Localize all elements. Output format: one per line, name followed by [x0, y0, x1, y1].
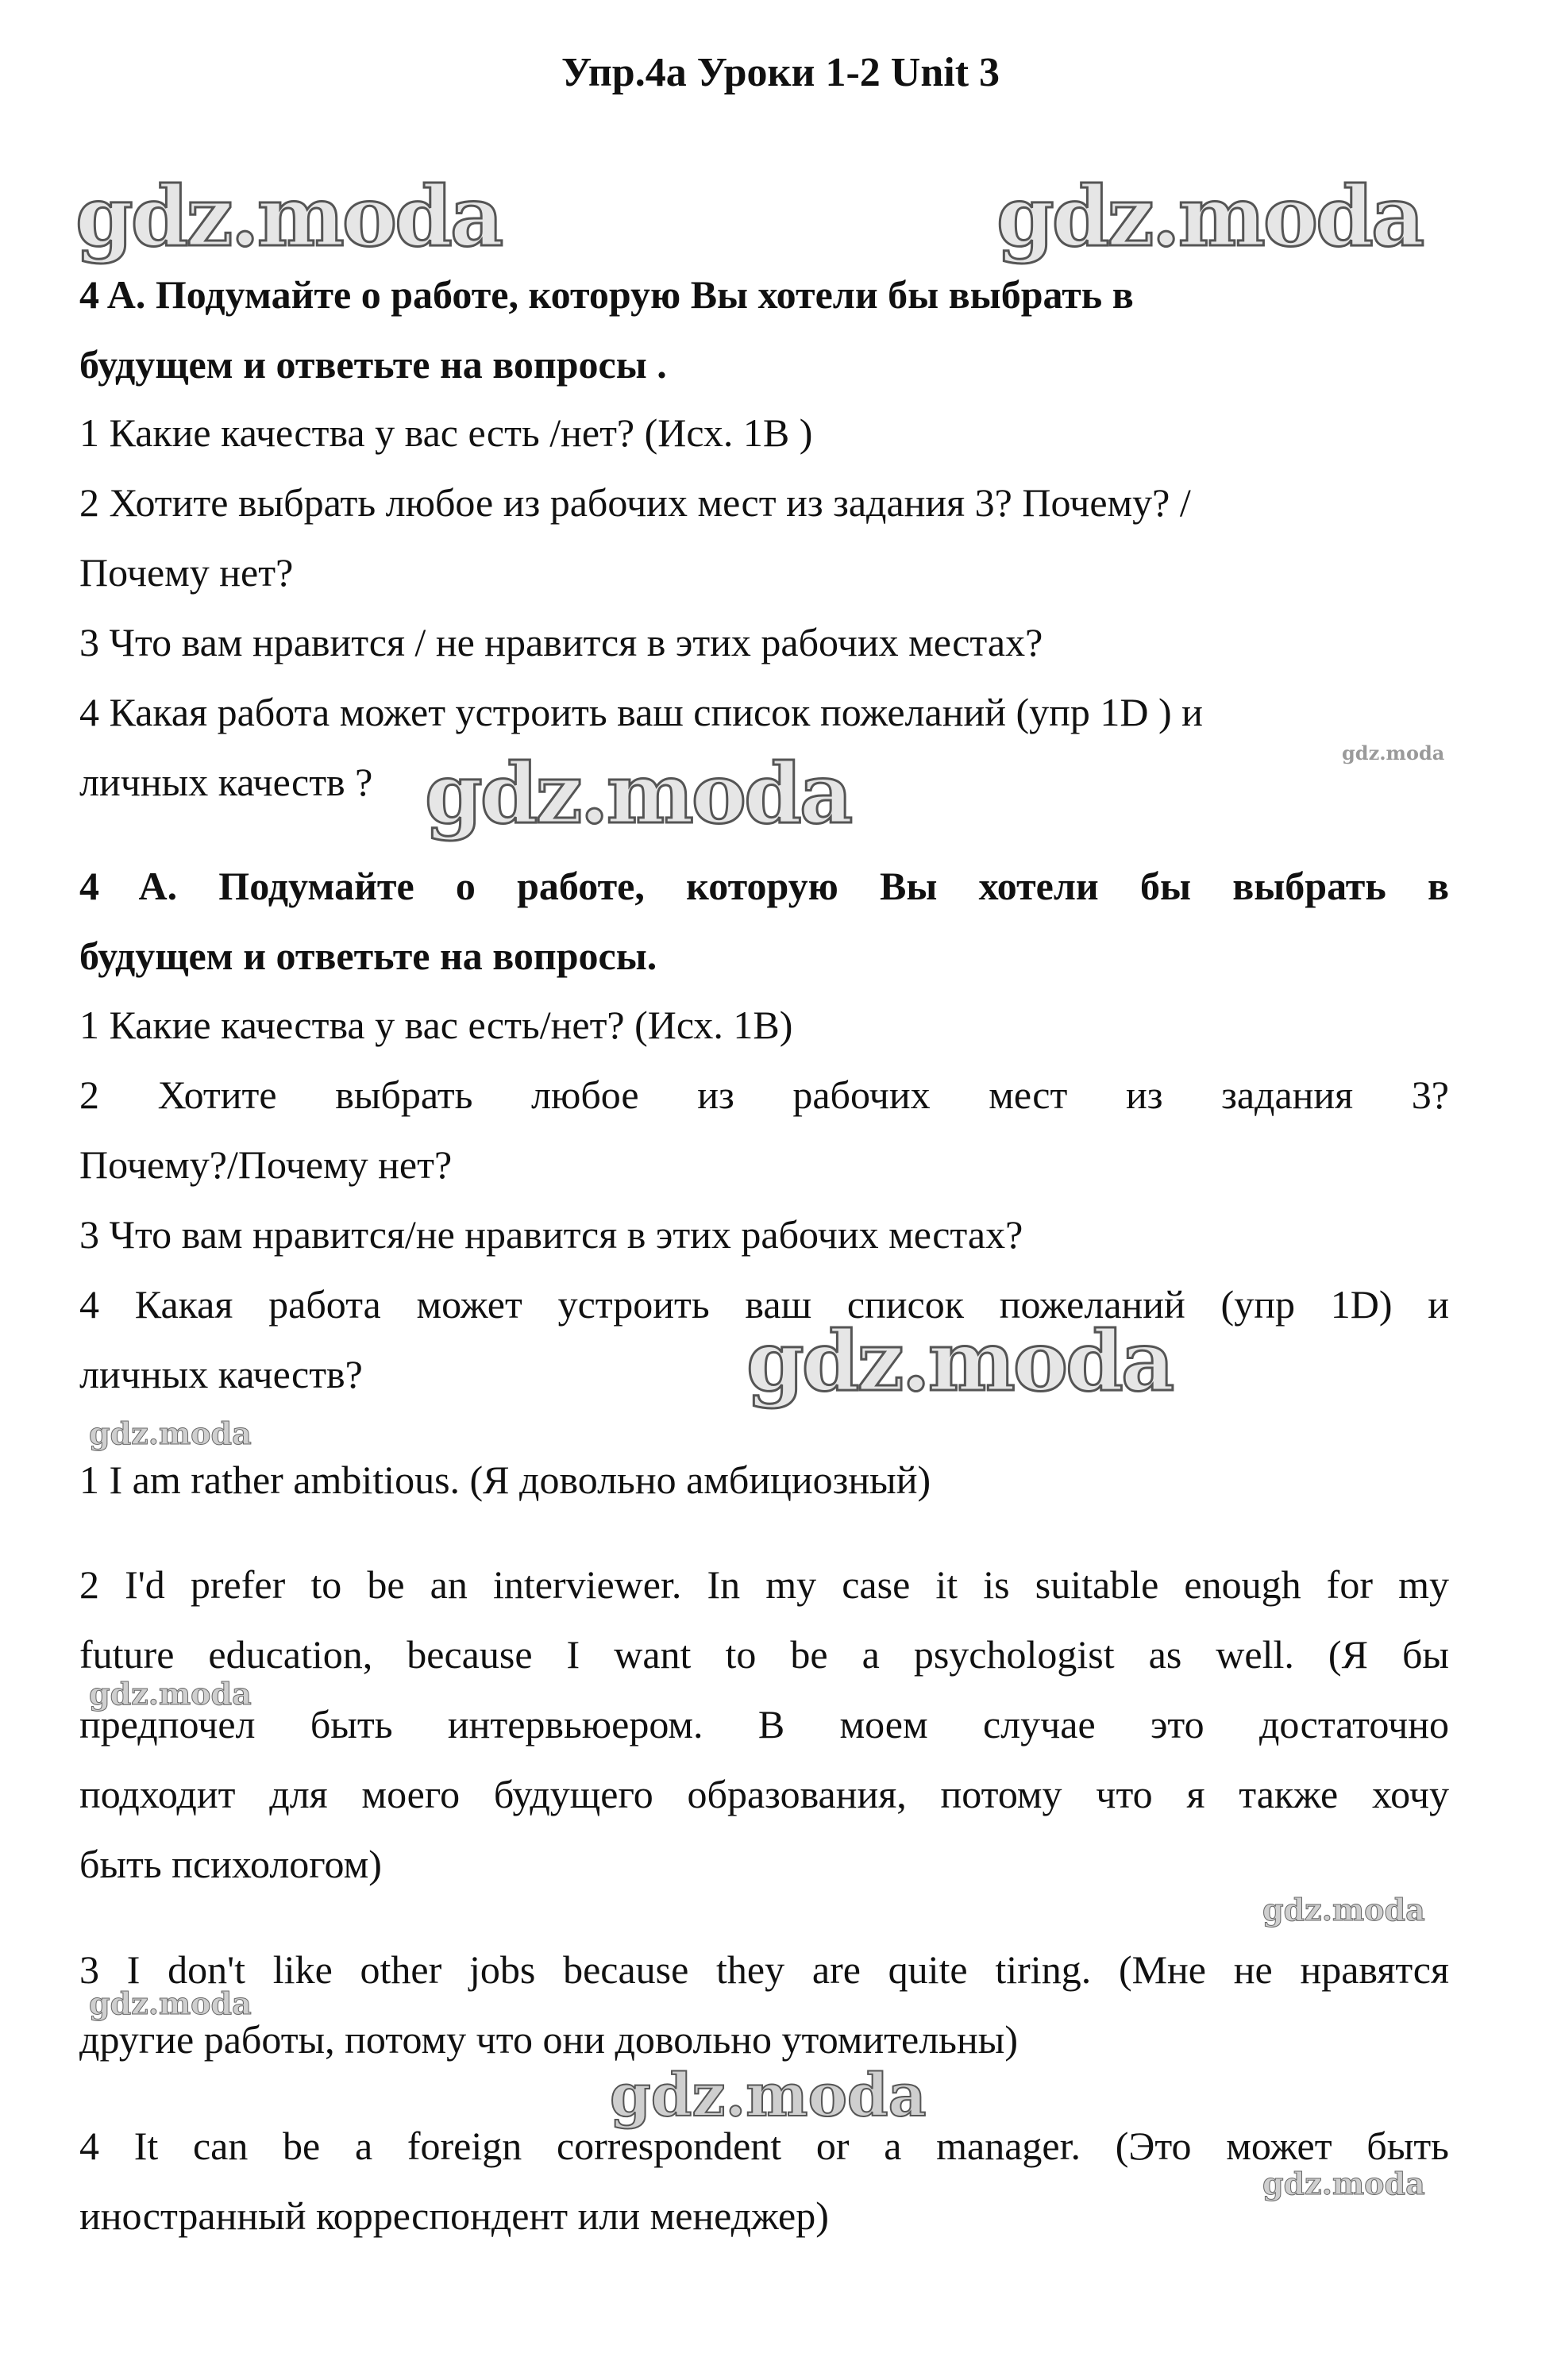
watermark-logo: gdz.moda	[75, 168, 502, 265]
task-heading: будущем и ответьте на вопросы .	[79, 342, 667, 387]
question-1: 1 Какие качества у вас есть /нет? (Исх. 1В )	[79, 410, 813, 455]
answer-2: подходит для моего будущего образования, потому что я также хочу	[79, 1772, 1449, 1816]
answer-2: 2 I'd prefer to be an interviewer. In my case it is suitable enough for my	[79, 1562, 1449, 1607]
watermark-logo: gdz.moda	[1262, 2166, 1425, 2201]
watermark-logo: gdz.moda	[996, 168, 1423, 265]
question-2: Почему?/Почему нет?	[79, 1142, 453, 1187]
watermark-logo: gdz.moda	[610, 2062, 927, 2130]
answer-2: быть психологом)	[79, 1842, 382, 1886]
question-2: 2 Хотите выбрать любое из рабочих мест из задания 3?	[79, 1073, 1449, 1117]
question-2: 2 Хотите выбрать любое из рабочих мест из задания 3? Почему? /	[79, 480, 1191, 525]
question-2: Почему нет?	[79, 550, 294, 595]
page-title: Упр.4a Уроки 1-2 Unit 3	[561, 50, 1000, 95]
watermark-logo: gdz.moda	[425, 745, 851, 842]
watermark-logo: gdz.moda	[89, 1415, 252, 1451]
answer-2: future education, because I want to be a psychologist as well. (Я бы	[79, 1632, 1449, 1677]
question-4: 4 Какая работа может устроить ваш список пожеланий (упр 1D ) и	[79, 690, 1203, 734]
question-3: 3 Что вам нравится/не нравится в этих рабочих местах?	[79, 1212, 1023, 1257]
question-1: 1 Какие качества у вас есть/нет? (Исх. 1В)	[79, 1003, 793, 1047]
question-4: личных качеств?	[79, 1352, 363, 1396]
answer-1: 1 I am rather ambitious. (Я довольно амбициозный)	[79, 1458, 931, 1502]
question-4: 4 Какая работа может устроить ваш список пожеланий (упр 1D) и	[79, 1282, 1449, 1327]
watermark-logo: gdz.moda	[1262, 1892, 1425, 1927]
watermark-logo: gdz.moda	[89, 1676, 252, 1712]
task-heading: будущем и ответьте на вопросы.	[79, 934, 657, 978]
answer-3: 3 I don't like other jobs because they are quite tiring. (Мне не нравятся	[79, 1947, 1449, 1992]
task-heading: 4 A. Подумайте о работе, которую Вы хотели бы выбрать в	[79, 864, 1449, 908]
answer-4: иностранный корреспондент или менеджер)	[79, 2193, 829, 2238]
watermark-logo: gdz.moda	[89, 1985, 252, 2021]
watermark-logo: gdz.moda	[1342, 741, 1445, 764]
question-4: личных качеств ?	[79, 760, 373, 804]
question-3: 3 Что вам нравится / не нравится в этих рабочих местах?	[79, 620, 1043, 664]
answer-4: 4 It can be a foreign correspondent or a manager. (Это может быть	[79, 2124, 1449, 2168]
answer-3: другие работы, потому что они довольно утомительны)	[79, 2017, 1018, 2062]
watermark-logo: gdz.moda	[746, 1312, 1173, 1410]
answer-2: предпочел быть интервьюером. В моем случае это достаточно	[79, 1702, 1449, 1746]
task-heading: 4 A. Подумайте о работе, которую Вы хотели бы выбрать в	[79, 272, 1134, 317]
